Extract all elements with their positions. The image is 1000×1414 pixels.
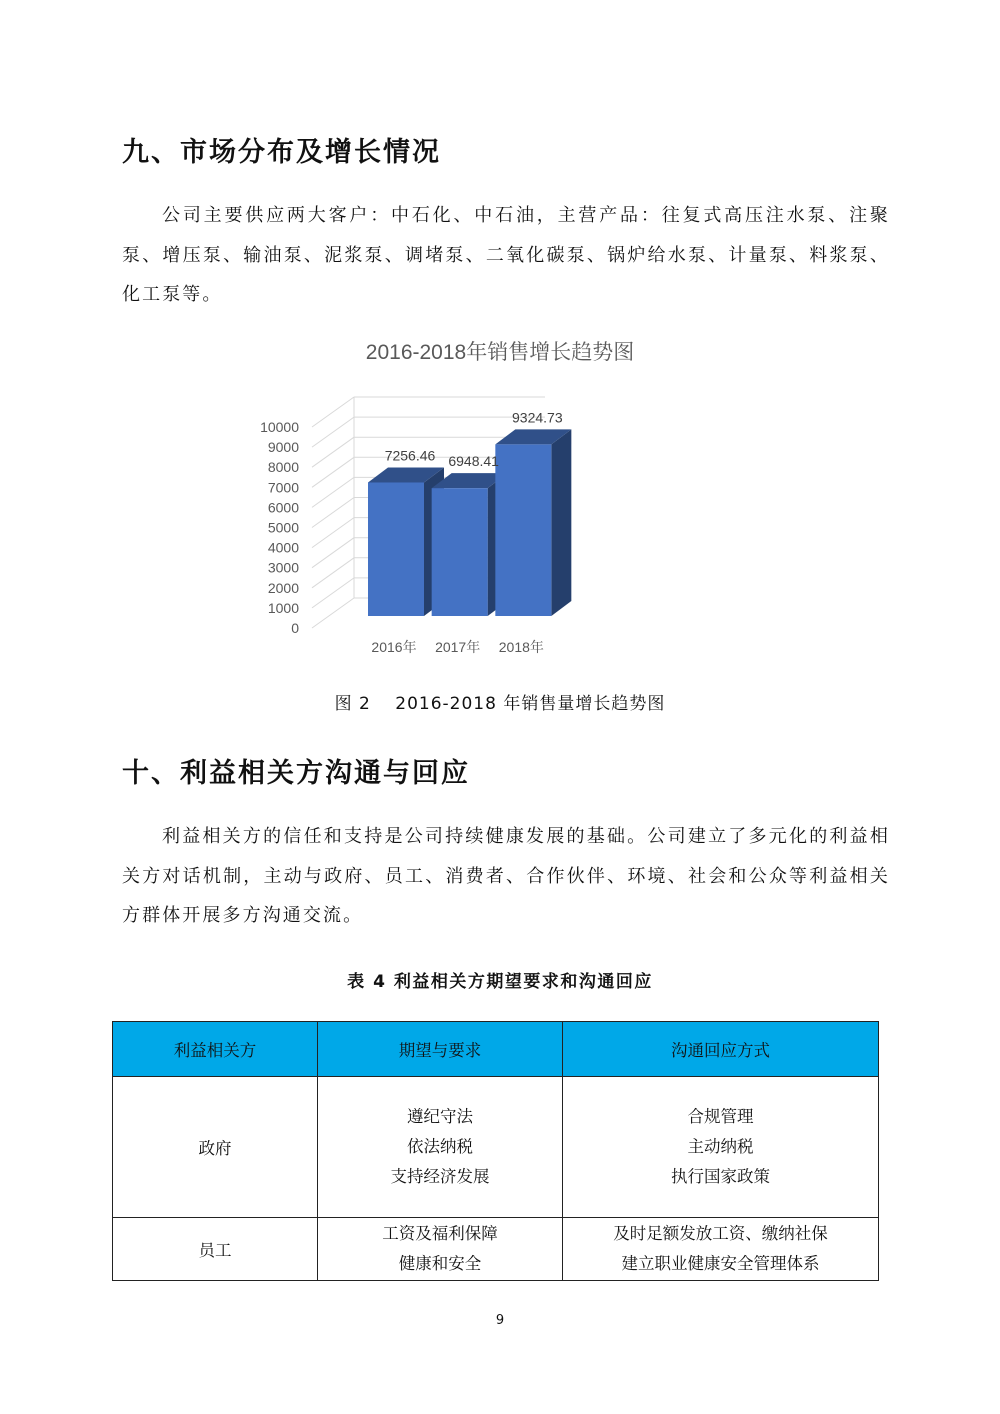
bar [495, 444, 551, 616]
gridline [312, 518, 354, 548]
section-10-paragraph: 利益相关方的信任和支持是公司持续健康发展的基础。公司建立了多元化的利益相关方对话机制，主动与政府、员工、消费者、合作伙伴、环境、社会和公众等利益相关方群体开展多方沟通交流。 [122, 826, 890, 926]
bar [432, 488, 488, 616]
gridline [312, 578, 354, 608]
expectations-cell [318, 1218, 563, 1281]
gridline [312, 437, 354, 467]
responses-cell [563, 1218, 879, 1281]
chart-title: 2016-2018年销售增长趋势图 [365, 341, 635, 364]
header-stakeholder: 利益相关方 [113, 1022, 318, 1077]
gridline [312, 417, 354, 447]
y-tick-label: 0 [291, 620, 299, 636]
y-tick-label: 3000 [267, 559, 299, 576]
stakeholder-cell: 政府 [113, 1077, 318, 1218]
gridline [312, 558, 354, 588]
table-row [113, 1077, 879, 1218]
responses-cell [563, 1077, 879, 1218]
gridline [312, 397, 354, 427]
header-responses: 沟通回应方式 [563, 1022, 879, 1077]
expectation-item: 支持经济发展 [390, 1167, 490, 1186]
response-item: 及时足额发放工资、缴纳社保 [613, 1224, 828, 1243]
gridline [312, 457, 354, 487]
x-tick-label: 2017年 [435, 639, 481, 655]
expectations-cell [318, 1077, 563, 1218]
table-header-row [113, 1022, 879, 1077]
response-item: 合规管理 [687, 1107, 754, 1126]
response-item: 执行国家政策 [671, 1167, 770, 1186]
expectation-item: 遵纪守法 [407, 1107, 473, 1126]
page-number: 9 [495, 1313, 505, 1328]
stakeholder-cell: 员工 [113, 1218, 318, 1281]
expectation-item: 依法纳税 [407, 1137, 473, 1156]
gridline [312, 498, 354, 528]
y-tick-label: 10000 [260, 419, 299, 435]
section-10-heading: 十、利益相关方沟通与回应 [122, 758, 470, 789]
table-row [113, 1218, 879, 1281]
response-item: 主动纳税 [687, 1137, 754, 1156]
bar-value-label: 7256.46 [384, 447, 436, 464]
bar-value-label: 9324.73 [512, 409, 563, 426]
y-tick-label: 4000 [267, 539, 299, 556]
stakeholder-table [112, 1021, 879, 1281]
figure-caption: 图 2 2016-2018 年销售量增长趋势图 [334, 694, 666, 714]
table-caption: 表 4 利益相关方期望要求和沟通回应 [347, 972, 653, 992]
expectation-item: 工资及福利保障 [382, 1224, 498, 1243]
response-item: 建立职业健康安全管理体系 [621, 1254, 820, 1273]
sales-growth-chart [240, 330, 760, 670]
bar [368, 482, 424, 616]
bar-value-label: 6948.41 [448, 453, 499, 470]
section-9-paragraph: 公司主要供应两大客户：中石化、中石油，主营产品：往复式高压注水泵、注聚泵、增压泵、输油泵、泥浆泵、调堵泵、二氧化碳泵、锅炉给水泵、计量泵、料浆泵、化工泵等。 [122, 205, 890, 305]
y-tick-label: 7000 [267, 479, 299, 496]
gridline [312, 598, 354, 628]
y-tick-label: 8000 [267, 459, 299, 476]
chart-x-axis [371, 639, 543, 655]
expectation-item: 健康和安全 [398, 1254, 482, 1273]
bar-side [551, 429, 571, 616]
y-tick-label: 5000 [267, 519, 299, 536]
x-tick-label: 2018年 [498, 639, 544, 655]
header-expectations: 期望与要求 [318, 1022, 563, 1077]
chart-y-axis [260, 419, 299, 636]
y-tick-label: 1000 [267, 599, 299, 616]
gridline [312, 538, 354, 568]
gridline [312, 477, 354, 507]
x-tick-label: 2016年 [371, 639, 417, 655]
y-tick-label: 6000 [267, 499, 299, 516]
y-tick-label: 9000 [267, 439, 299, 456]
section-9-heading: 九、市场分布及增长情况 [122, 137, 441, 168]
y-tick-label: 2000 [267, 579, 299, 596]
